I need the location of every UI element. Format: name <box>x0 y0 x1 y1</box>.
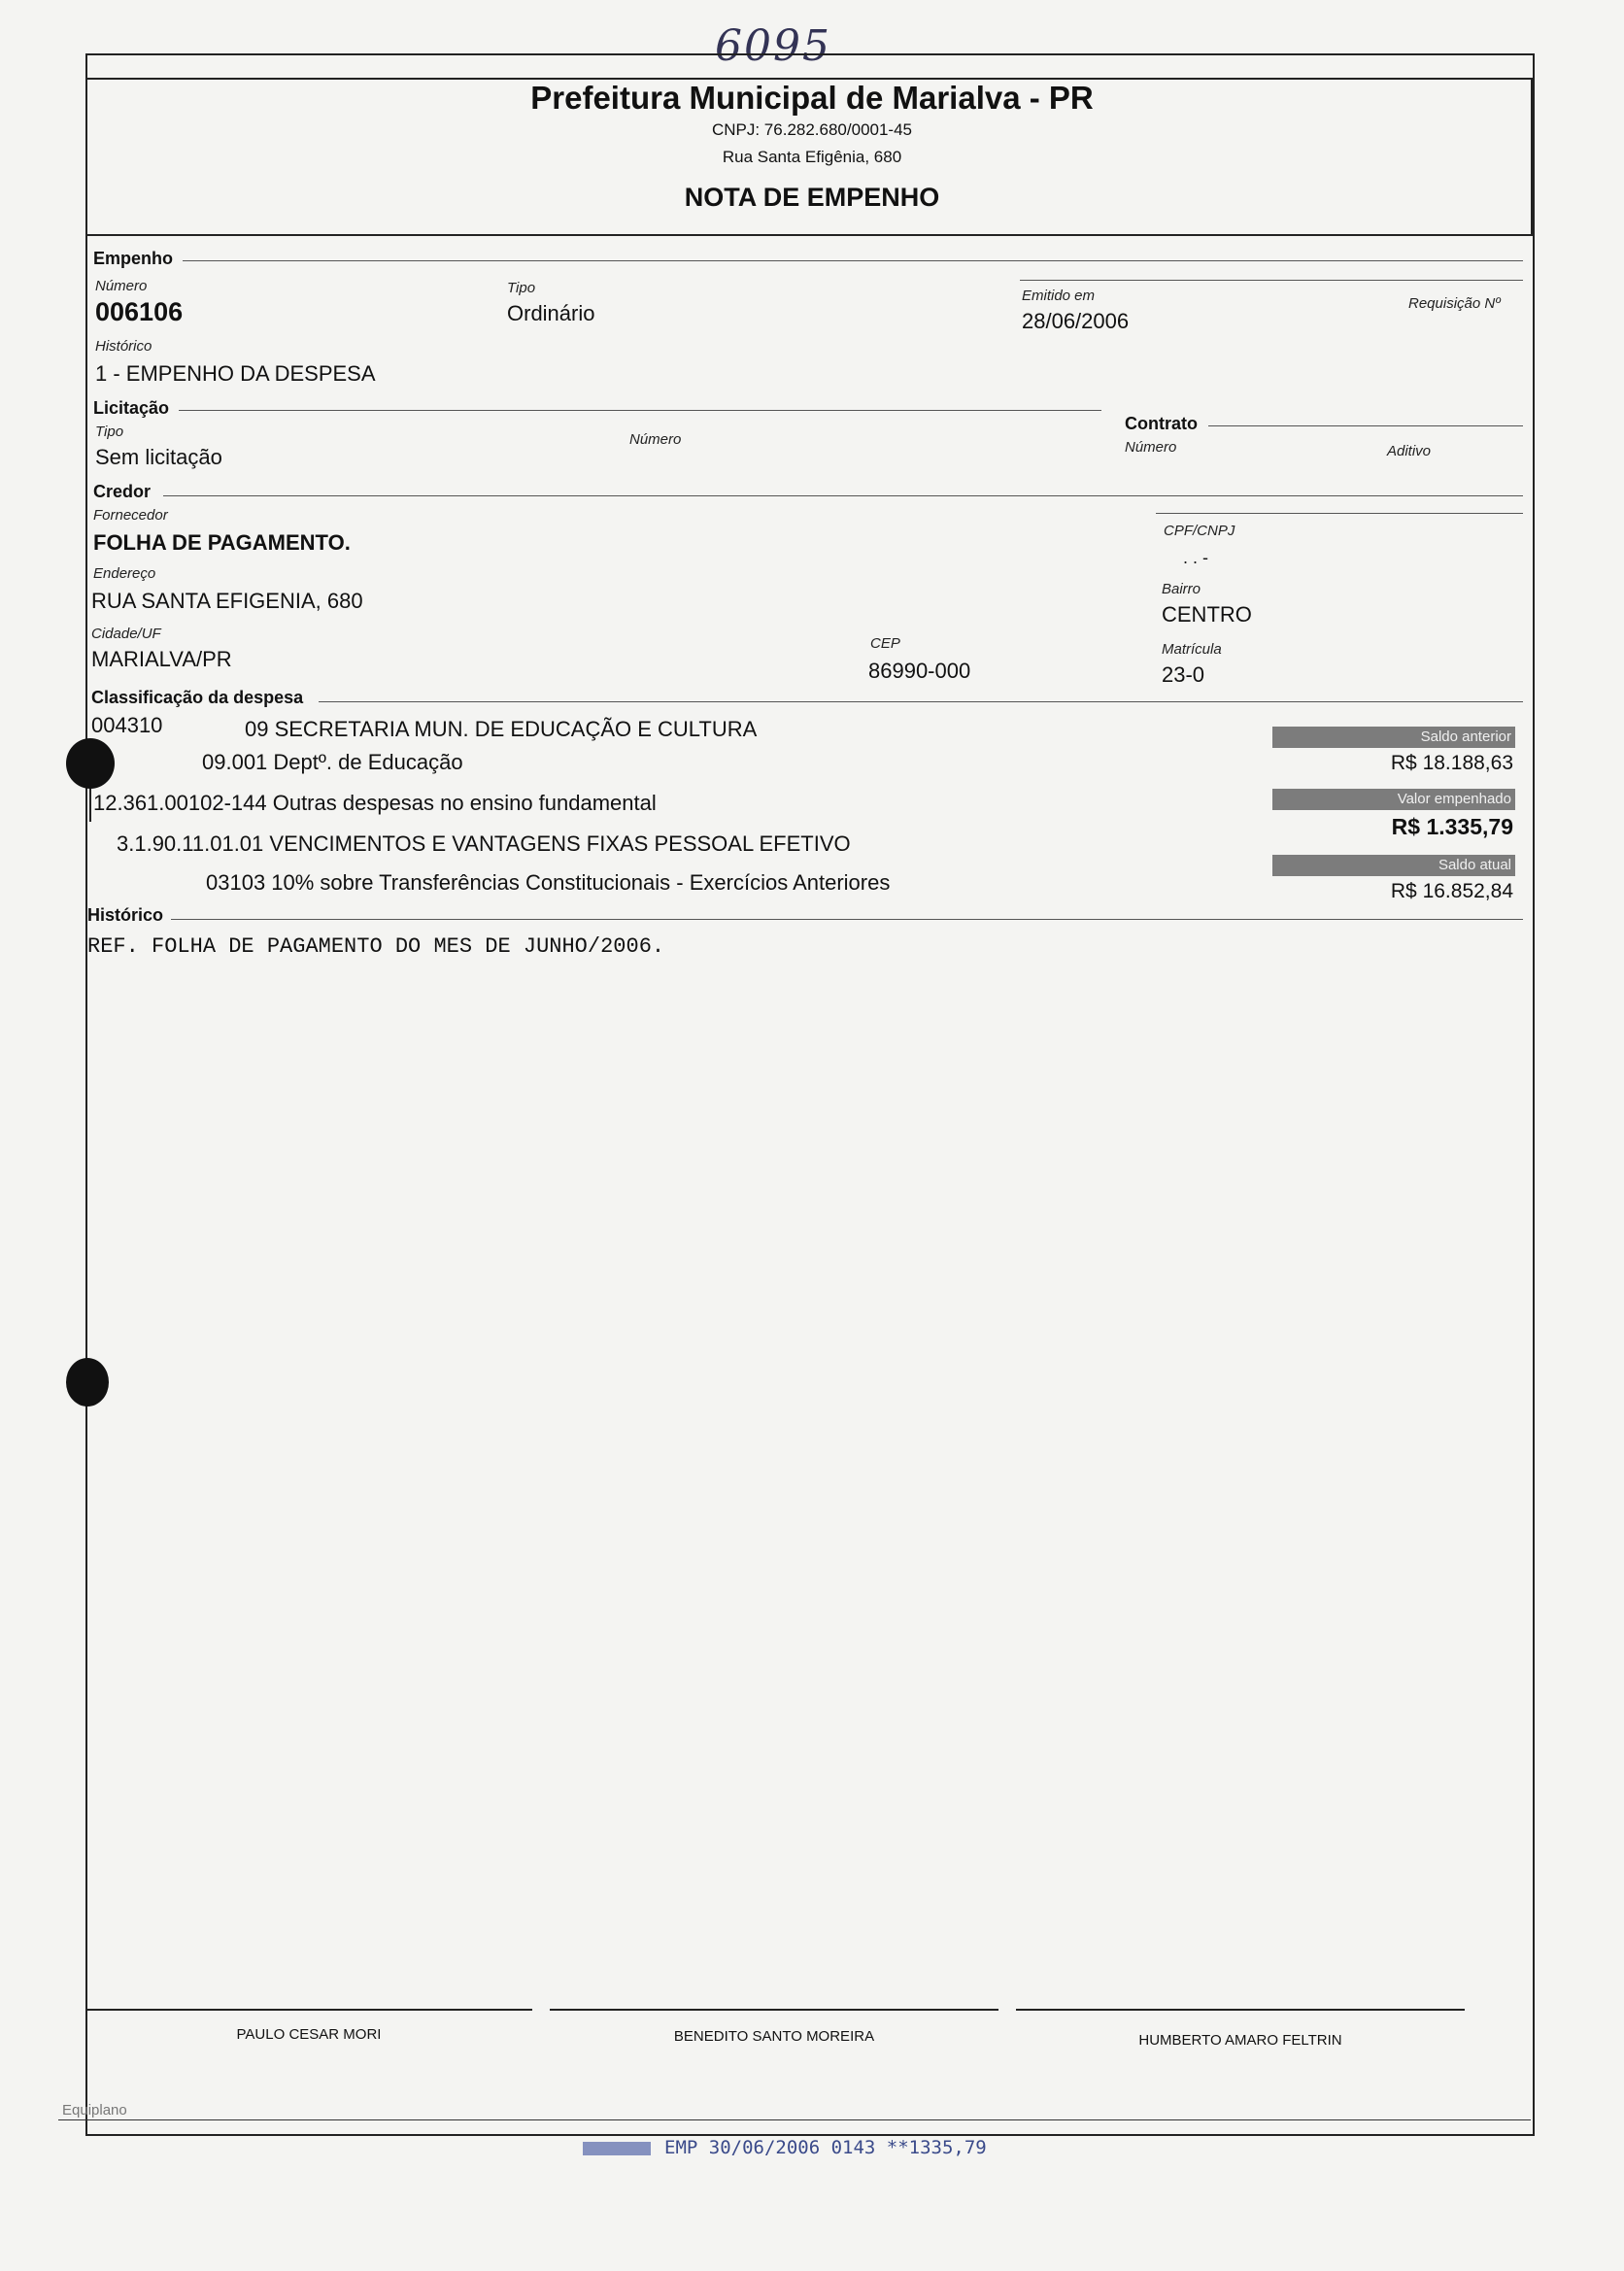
hole-punch-top <box>66 738 115 789</box>
fornecedor-label: Fornecedor <box>93 507 168 524</box>
cidade-value: MARIALVA/PR <box>91 647 232 671</box>
licitacao-divider <box>179 410 1101 411</box>
requisicao-label: Requisição Nº <box>1408 295 1501 312</box>
class-line-unidade: 004310 <box>91 713 163 737</box>
signature-line-1 <box>85 2009 532 2011</box>
emitido-label: Emitido em <box>1022 288 1096 304</box>
licitacao-numero-label: Número <box>629 431 682 448</box>
licitacao-section-label: Licitação <box>93 398 170 418</box>
contrato-numero-label: Número <box>1125 439 1177 456</box>
emitido-date: 28/06/2006 <box>1022 309 1130 333</box>
hole-punch-bottom <box>66 1358 109 1407</box>
classificacao-divider <box>319 701 1523 702</box>
classificacao-section-label: Classificação da despesa <box>91 688 304 707</box>
emitido-divider <box>1020 280 1523 281</box>
saldo-atual-label: Saldo atual <box>1438 857 1511 873</box>
address-text: Rua Santa Efigênia, 680 <box>722 148 902 166</box>
signature-line-3 <box>1016 2009 1465 2011</box>
empenho-tipo-label: Tipo <box>507 280 536 296</box>
saldo-atual-value: R$ 16.852,84 <box>1390 880 1513 902</box>
empenho-historico-label: Histórico <box>95 338 152 355</box>
licitacao-tipo: Sem licitação <box>95 445 222 469</box>
valor-empenhado-label: Valor empenhado <box>1397 791 1511 807</box>
saldo-atual-bar <box>1272 855 1515 876</box>
cidade-label: Cidade/UF <box>91 626 161 642</box>
bairro-value: CENTRO <box>1162 602 1252 627</box>
contrato-aditivo-label: Aditivo <box>1387 443 1432 459</box>
historico-section-label: Histórico <box>87 905 164 925</box>
matricula-value: 23-0 <box>1162 662 1205 687</box>
valor-empenhado-bar <box>1272 789 1515 810</box>
class-line-funcional: 12.361.00102-144 Outras despesas no ensino fundamental <box>93 791 657 815</box>
endereco-label: Endereço <box>93 565 156 582</box>
cpf-label: CPF/CNPJ <box>1164 523 1235 539</box>
empenho-tipo: Ordinário <box>507 301 595 325</box>
cep-label: CEP <box>870 635 900 652</box>
matricula-label: Matrícula <box>1162 641 1222 658</box>
class-line-elemento: 3.1.90.11.01.01 VENCIMENTOS E VANTAGENS FIXAS PESSOAL EFETIVO <box>117 831 851 856</box>
empenho-numero: 006106 <box>95 297 184 326</box>
handwritten-number: 6095 <box>715 21 831 71</box>
bairro-label: Bairro <box>1162 581 1201 597</box>
licitacao-tipo-label: Tipo <box>95 424 124 440</box>
cnpj-text: CNPJ: 76.282.680/0001-45 <box>711 120 913 139</box>
empenho-section-label: Empenho <box>93 249 174 268</box>
credor-section-label: Credor <box>93 482 152 501</box>
validation-stamp <box>583 2137 987 2158</box>
saldo-anterior-value: R$ 18.188,63 <box>1390 752 1513 774</box>
credor-divider <box>163 495 1523 496</box>
signature-name-2: BENEDITO SANTO MOREIRA <box>673 2028 875 2045</box>
class-line-recurso: 03103 10% sobre Transferências Constitucionais - Exercícios Anteriores <box>206 870 891 895</box>
signature-name-1: PAULO CESAR MORI <box>236 2026 382 2043</box>
doc-title: NOTA DE EMPENHO <box>684 183 940 212</box>
historico-text: REF. FOLHA DE PAGAMENTO DO MES DE JUNHO/2006. <box>87 934 665 959</box>
software-footer: Equiplano <box>62 2102 127 2118</box>
cpf-value: . . - <box>1183 548 1208 567</box>
saldo-anterior-label: Saldo anterior <box>1420 729 1511 745</box>
footer-divider <box>58 2119 1531 2120</box>
class-line-secretaria: 09 SECRETARIA MUN. DE EDUCAÇÃO E CULTURA <box>245 717 758 741</box>
fornecedor-value: FOLHA DE PAGAMENTO. <box>93 530 351 555</box>
historico-divider <box>171 919 1523 920</box>
cep-value: 86990-000 <box>868 659 971 683</box>
stamp-text: EMP 30/06/2006 0143 **1335,79 <box>664 2137 987 2158</box>
signature-line-2 <box>550 2009 998 2011</box>
empenho-divider <box>183 260 1523 261</box>
valor-empenhado-value: R$ 1.335,79 <box>1391 814 1513 839</box>
class-line-departamento: 09.001 Deptº. de Educação <box>202 750 463 774</box>
contrato-section-label: Contrato <box>1125 414 1198 433</box>
contrato-divider <box>1208 425 1523 426</box>
saldo-anterior-bar <box>1272 727 1515 748</box>
endereco-value: RUA SANTA EFIGENIA, 680 <box>91 589 363 613</box>
empenho-numero-label: Número <box>95 278 148 294</box>
signature-name-3: HUMBERTO AMARO FELTRIN <box>1138 2032 1342 2049</box>
credor-divider-2 <box>1156 513 1523 514</box>
municipality-title: Prefeitura Municipal de Marialva - PR <box>530 80 1094 116</box>
stamp-mark <box>583 2142 651 2155</box>
empenho-historico: 1 - EMPENHO DA DESPESA <box>95 361 376 386</box>
